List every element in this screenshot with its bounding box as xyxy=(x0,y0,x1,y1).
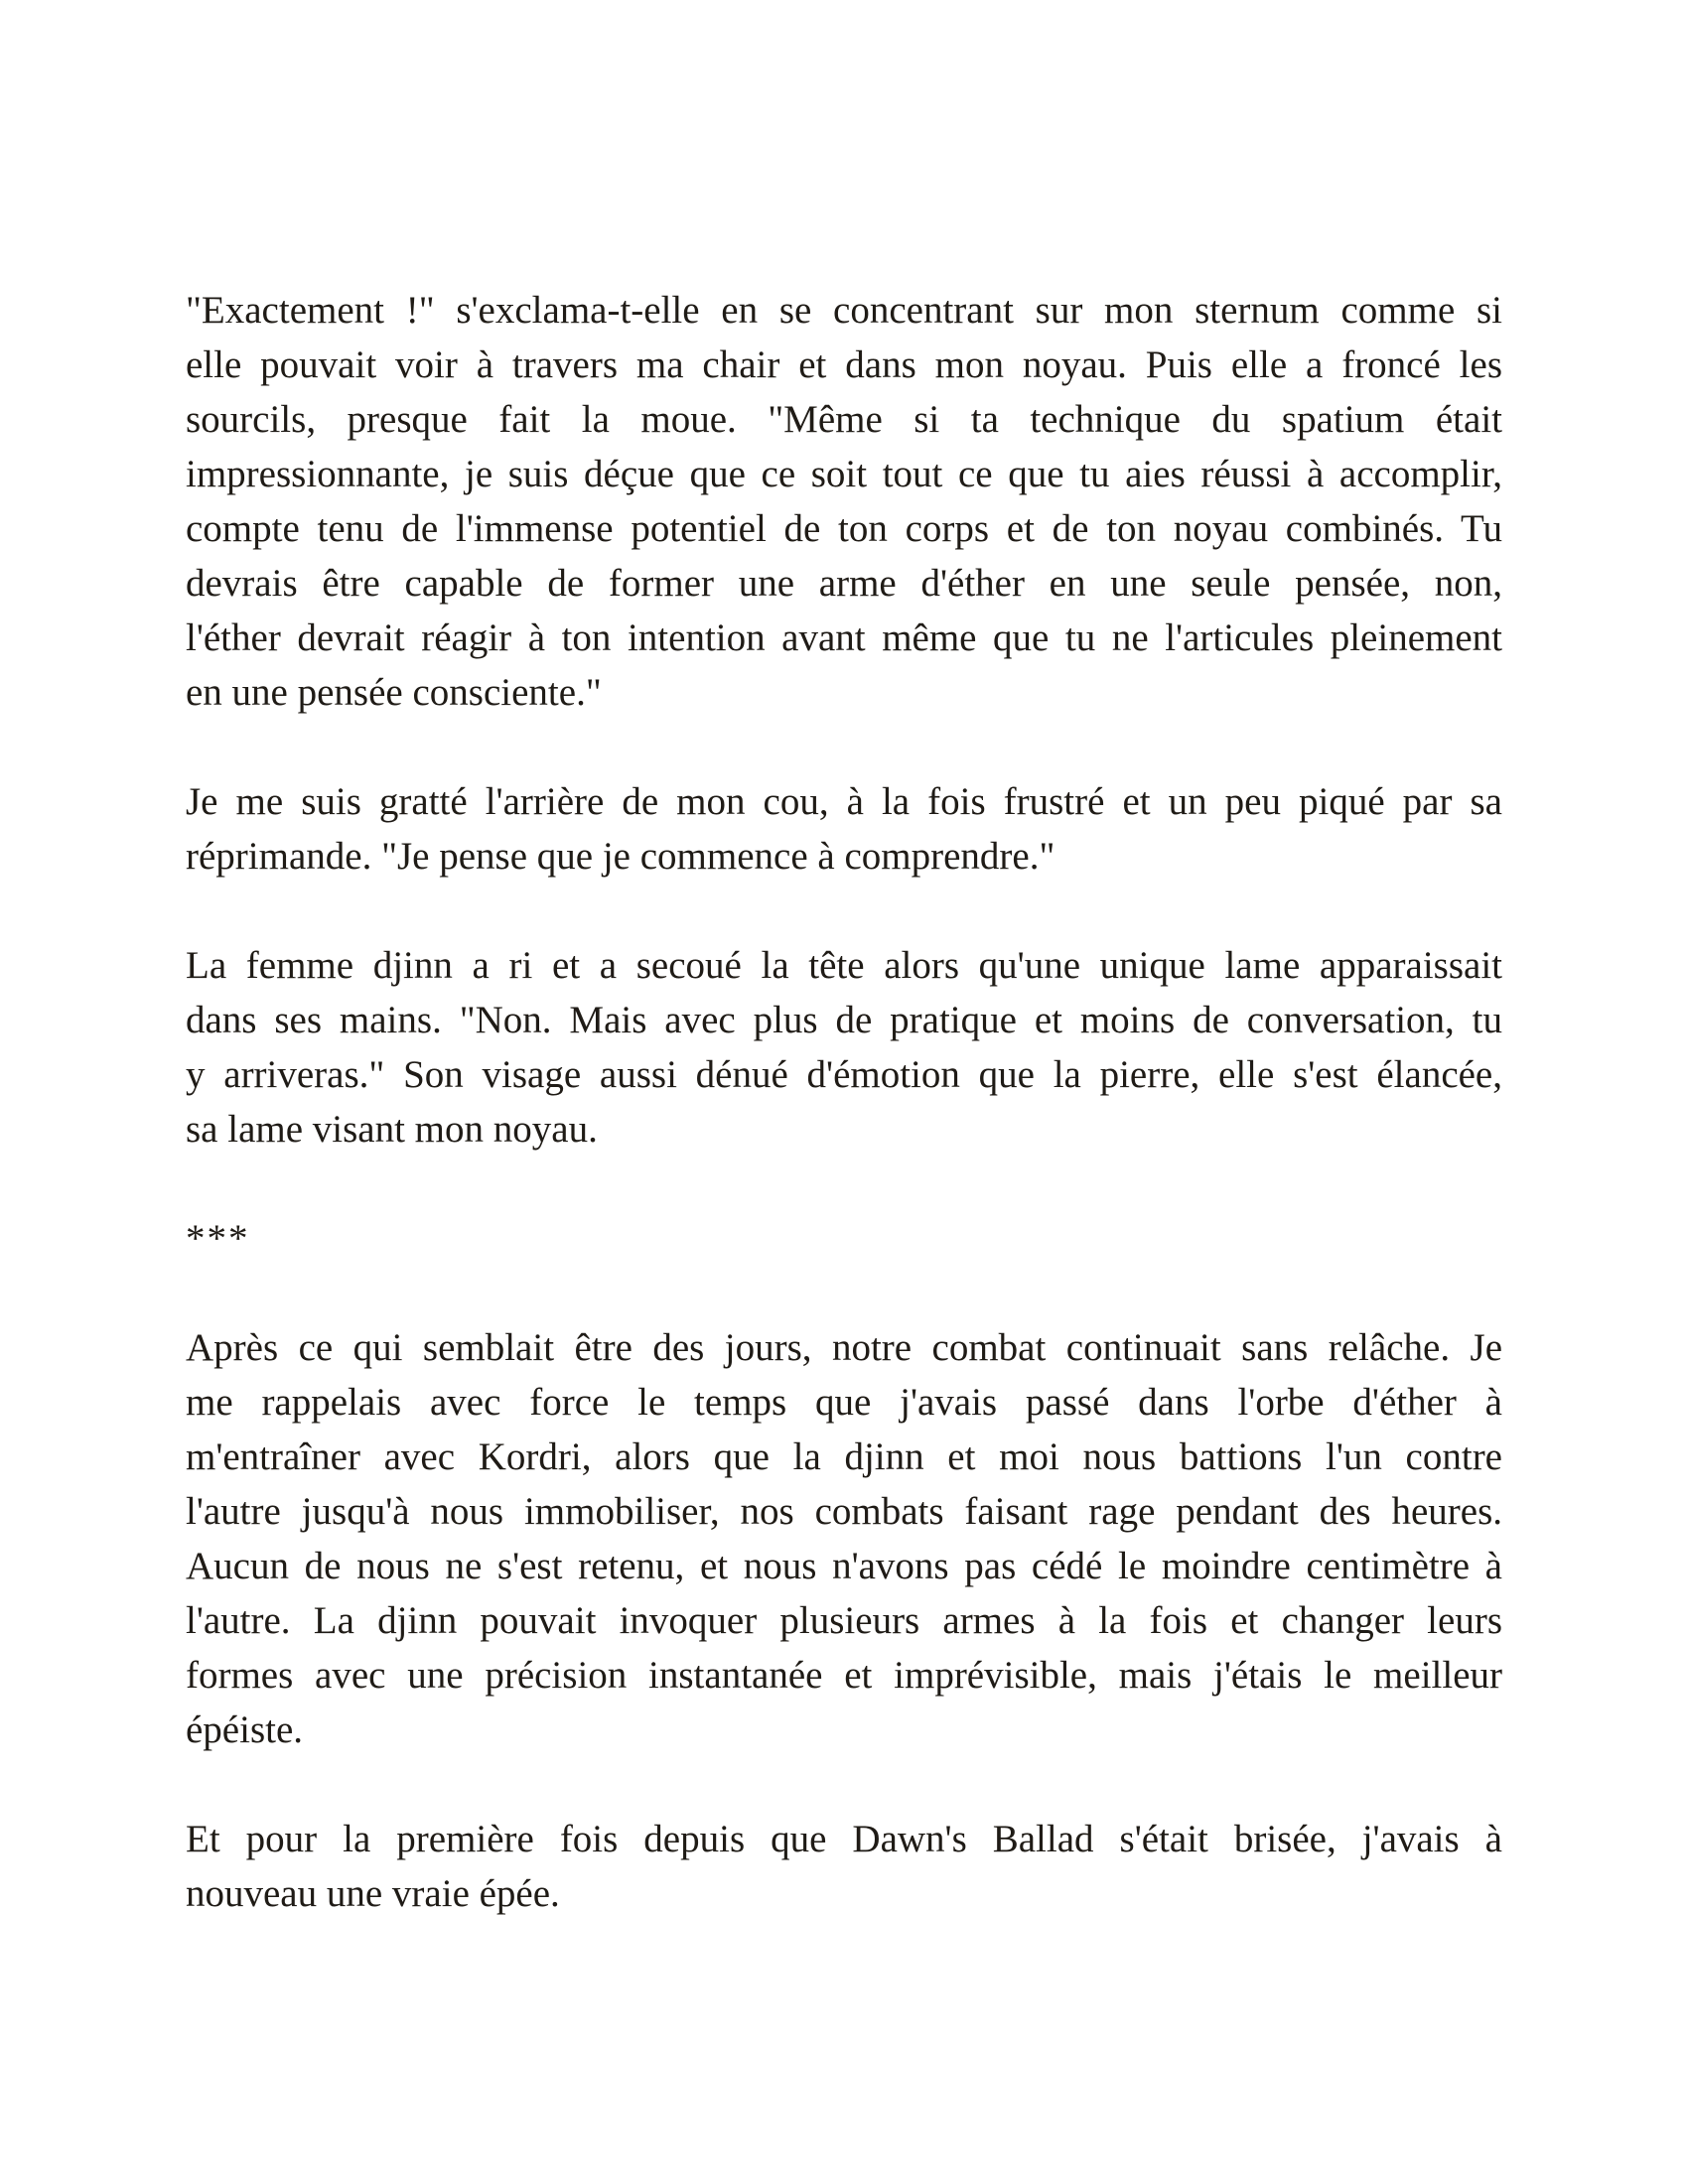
text-line: Je me suis gratté l'arrière de mon cou, à la fois frustré et un peu piqué par sa xyxy=(186,780,1502,823)
paragraph-3 xyxy=(186,938,1502,1157)
paragraph-1 xyxy=(186,283,1502,720)
text-line: m'entraîner avec Kordri, alors que la djinn et moi nous battions l'un contre xyxy=(186,1435,1502,1478)
page-text-block xyxy=(186,283,1502,1921)
paragraph-5 xyxy=(186,1812,1502,1921)
text-line: nouveau une vraie épée. xyxy=(186,1872,560,1915)
text-line: Et pour la première fois depuis que Dawn's Ballad s'était brisée, j'avais à xyxy=(186,1818,1502,1860)
text-line: me rappelais avec force le temps que j'avais passé dans l'orbe d'éther à xyxy=(186,1381,1502,1424)
text-line: en une pensée consciente." xyxy=(186,671,602,714)
paragraph-4 xyxy=(186,1320,1502,1757)
text-line: épéiste. xyxy=(186,1708,304,1751)
text-line: réprimande. "Je pense que je commence à comprendre." xyxy=(186,835,1055,878)
text-line: formes avec une précision instantanée et imprévisible, mais j'étais le meilleur xyxy=(186,1654,1502,1697)
text-line: compte tenu de l'immense potentiel de ton corps et de ton noyau combinés. Tu xyxy=(186,507,1502,550)
text-line: devrais être capable de former une arme d'éther en une seule pensée, non, xyxy=(186,562,1502,605)
text-line: Après ce qui semblait être des jours, notre combat continuait sans relâche. Je xyxy=(186,1326,1502,1369)
text-line: "Exactement !" s'exclama-t-elle en se concentrant sur mon sternum comme si xyxy=(186,289,1502,332)
section-separator xyxy=(186,1211,1502,1266)
text-line: impressionnante, je suis déçue que ce soit tout ce que tu aies réussi à accomplir, xyxy=(186,453,1502,495)
paragraph-2 xyxy=(186,774,1502,884)
text-line: sourcils, presque fait la moue. "Même si ta technique du spatium était xyxy=(186,398,1502,441)
text-line: sa lame visant mon noyau. xyxy=(186,1108,598,1151)
text-line: l'autre jusqu'à nous immobiliser, nos combats faisant rage pendant des heures. xyxy=(186,1490,1502,1533)
text-line: elle pouvait voir à travers ma chair et dans mon noyau. Puis elle a froncé les xyxy=(186,343,1502,386)
text-line: l'éther devrait réagir à ton intention avant même que tu ne l'articules pleinement xyxy=(186,616,1502,659)
text-line: l'autre. La djinn pouvait invoquer plusieurs armes à la fois et changer leurs xyxy=(186,1599,1502,1642)
text-line: Aucun de nous ne s'est retenu, et nous n'avons pas cédé le moindre centimètre à xyxy=(186,1545,1502,1587)
text-line: dans ses mains. "Non. Mais avec plus de pratique et moins de conversation, tu xyxy=(186,999,1502,1041)
text-line: La femme djinn a ri et a secoué la tête alors qu'une unique lame apparaissait xyxy=(186,944,1502,987)
separator-asterisks: *** xyxy=(186,1217,250,1260)
text-line: y arriveras." Son visage aussi dénué d'émotion que la pierre, elle s'est élancée, xyxy=(186,1053,1502,1096)
